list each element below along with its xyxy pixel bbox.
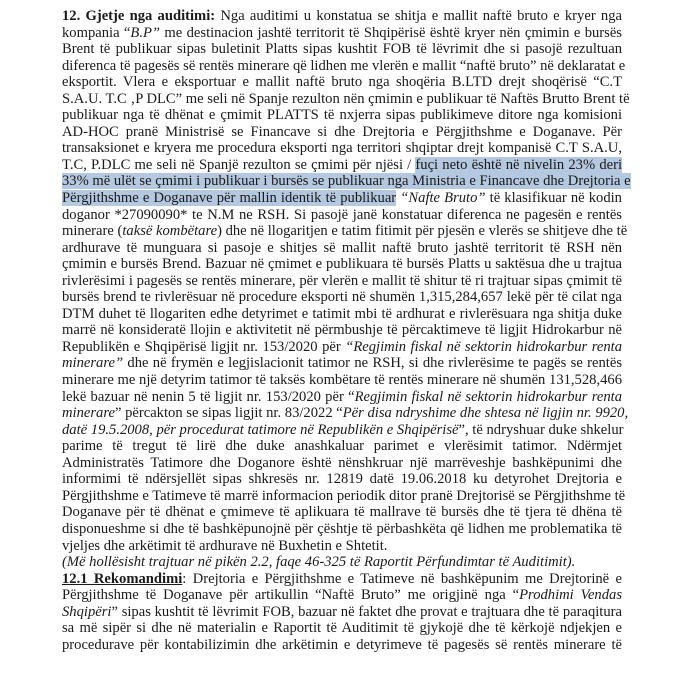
- text-segment: Shqipëri: [62, 603, 112, 620]
- text-segment: Përgjithshme e Tatimeve të marrë informacion periodik ditor pranë Drejtorisë se Përgjithshme të: [62, 487, 626, 504]
- text-line: [62, 587, 622, 604]
- text-segment: Për disa ndryshime dhe shtesa në ligjin nr. 9920,: [342, 405, 629, 422]
- text-line: [62, 8, 622, 25]
- text-line: [62, 140, 622, 157]
- text-segment: transaksionet e kryera me procedura eksporti nga territori shqiptar drejt kompanisë C.T S.A.U,: [62, 140, 622, 157]
- text-segment: S.A.U. T.C ‚P DLC” me seli në Spanje rezulton nën çmimin e publikuar të Naftës Brutto Brent të: [62, 90, 630, 107]
- text-segment: çmimin e bursës Brend. Bazuar në çmimet e publikuara të bursës Platts u saktësua dhe u trajtua: [62, 256, 622, 273]
- highlighted-text[interactable]: Përgjithshme e Doganave për mallin identik të publikuar: [62, 190, 397, 207]
- text-line: [62, 74, 622, 91]
- text-line: [62, 124, 622, 141]
- text-segment: minerare”: [62, 355, 124, 372]
- text-segment: datë 19.5.2008, për procedurat tatimore në Republikën e Shqipërisë: [62, 421, 459, 438]
- text-line: [62, 256, 622, 273]
- text-line: [62, 273, 622, 290]
- text-line: [62, 25, 622, 42]
- text-segment: minerare me një detyrim tatimor të taksës kombëtare të rentës minerare në shumën 131,528,466: [62, 372, 622, 389]
- text-segment: dhe në frymën e legjislacionit tatimor ne RSH, si dhe rivlerësime te pagës se rentës: [123, 355, 622, 372]
- text-segment: ” përcakton se sipas ligjit nr. 83/2022 “: [114, 405, 343, 422]
- text-segment: taksë kombëtare: [122, 223, 218, 240]
- text-line: [62, 322, 622, 339]
- text-segment: disponueshme si dhe të bashkëpunojnë për çështje të përbashkëta që lidhen me problematika të: [62, 520, 622, 537]
- finding-heading: 12. Gjetje nga auditimi:: [62, 8, 216, 24]
- text-segment: AD-HOC pranë Ministrisë se Financave si dhe Drejtoria e Përgjithshme e Doganave. Për: [62, 123, 622, 140]
- document-page: [62, 8, 631, 653]
- text-line: [62, 173, 631, 190]
- text-segment: eksportit. Vlera e eksportuar e mallit naftë bruto nga shoqëria B.LTD drejt shoqërisë “C.T: [62, 74, 622, 91]
- text-segment: Nga auditimi u konstatua se shitja e mallit naftë bruto e kryer nga: [215, 8, 622, 24]
- text-line: [62, 389, 622, 406]
- text-segment: ” sipas kushtit të lëvrimit FOB, bazuar në faktet dhe provat e trajtuara dhe të paraqitura: [111, 603, 622, 620]
- text-line: [62, 521, 622, 538]
- recommendation-heading: 12.1 Rekomandimi: [62, 570, 183, 587]
- text-segment: “Regjimin fiskal në sektorin hidrokarbur renta: [345, 338, 623, 355]
- text-segment: DTM duhet të llogariten edhe detyrimet e tatimit mbi të ardhurat e rivlerësuara nga shitja duke: [62, 305, 622, 322]
- text-line: [62, 571, 622, 588]
- text-line: [62, 471, 622, 488]
- text-segment: Republikën e Shqipërisë ligjit nr. 153/2020 për: [62, 338, 346, 355]
- text-line: [62, 620, 622, 637]
- text-line: [62, 637, 622, 654]
- text-line: [62, 157, 622, 174]
- text-line: [62, 405, 629, 422]
- text-segment: me destinacion jashtë territorit të Shqipërisë është kryer nën çmimin e bursës: [160, 24, 622, 41]
- text-segment: procedurave për kontabilizimin dhe arkëtimin e detyrimeve të pagesës së rentës minerare të: [62, 636, 622, 653]
- text-segment: rivlerësimi i pagesës se rentës minerare, për vlerën e mallit të shitur të ri trajtuar sipas çmimit të: [62, 272, 622, 289]
- text-line: [62, 604, 622, 621]
- text-segment: ”, të ndryshuar duke shkelur: [458, 421, 624, 438]
- text-line: [62, 90, 630, 108]
- text-segment: të klasifikuar në kodin: [485, 190, 622, 207]
- text-line: [62, 41, 622, 58]
- text-line: [62, 455, 622, 472]
- text-line: [62, 355, 622, 372]
- text-line: [62, 339, 622, 356]
- text-line: [62, 487, 626, 505]
- text-segment: minerare (: [62, 223, 123, 240]
- text-segment: publikuar nga të dhënat e çmimit PLATTS të nxjerra sipas publikimeve ditore nga komisioni: [62, 107, 622, 124]
- text-segment: bursës brend te rivlerësuar në procedure eksporti në shumën 1,315,284,657 lekë për të cilat nga: [62, 289, 622, 306]
- text-segment: Doganave për të dhënat e çmimeve të aplikuara të mallrave të bursës dhe të tjera të dhëna të: [62, 504, 622, 521]
- text-line: [62, 223, 628, 240]
- reference-paragraph: [62, 554, 622, 571]
- text-line: [62, 190, 622, 207]
- text-line: [62, 504, 622, 521]
- text-segment: minerare: [62, 405, 115, 422]
- text-line: [62, 240, 622, 257]
- text-segment: : Drejtoria e Përgjithshme e Tatimeve në bashkëpunim me Drejtorinë e: [182, 570, 622, 587]
- text-segment: ardhurave të munguara si pasoje e shitjes së mallit naftë bruto jashtë territorit të RSH nën: [62, 239, 622, 256]
- reference-note: (Më hollësisht trajtuar në pikën 2.2, faqe 46-325 të Raportit Përfundimtar të Auditimit).: [62, 554, 576, 571]
- text-segment: sa më sipër si dhe në materialin e Raportit të Auditimit të gjykojë dhe të kërkojë ndjekjen e: [62, 620, 622, 637]
- text-segment: Brent të publikuar sipas buletinit Platts sipas kushtit FOB të lëvrimit dhe si pasojë rezultuan: [62, 41, 622, 58]
- text-segment: diferenca të pagesës së rentës minerare që lidhen me vlerën e mallit “naftë bruto” në deklaratat e: [62, 57, 626, 74]
- text-line: [62, 438, 622, 455]
- text-line: [62, 57, 626, 75]
- text-line: [62, 207, 622, 224]
- text-segment: ) dhe në llogaritjen e tatim fitimit për pjesën e vlerës se shitjeve dhe të: [217, 223, 628, 240]
- text-line: [62, 306, 622, 323]
- text-segment: vjeljes dhe arkëtimit të ardhurave në Buxhetin e Shtetit.: [62, 537, 388, 554]
- text-segment: T.C, P.DLC me seli në Spanjë rezulton se çmimi për njësi /: [62, 156, 416, 173]
- text-segment: Përgjithshme të Doganave për artikullin “Naftë Bruto” me origjinë nga “: [62, 587, 520, 604]
- text-segment: marrë në konsideratë llojin e aktivitetit në përmbushje të përcaktimeve të ligjit Hidrokarbur në: [62, 322, 622, 339]
- recommendation-paragraph: [62, 571, 622, 654]
- text-line: [62, 107, 622, 124]
- highlighted-text[interactable]: fuçi neto është në nivelin 23% deri: [415, 156, 623, 173]
- text-segment: Prodhimi Vendas: [519, 587, 622, 604]
- text-segment: “Nafte Bruto”: [400, 190, 486, 207]
- text-line: [62, 372, 622, 389]
- text-line: [62, 289, 622, 306]
- finding-paragraph: [62, 8, 631, 554]
- text-segment: B.P”: [130, 24, 161, 41]
- text-segment: parime të tregut të lirë dhe duke anashkaluar parimet e vlerësimit tatimor. Ndërmjet: [62, 438, 622, 455]
- text-segment: lekë bazuar në nenin 5 të ligjit nr. 153/2020 për “: [62, 388, 355, 405]
- text-segment: Administratës Tatimore dhe Doganore është nënshkruar një marrëveshje bashkëpunimi dhe: [62, 454, 622, 471]
- text-line: [62, 538, 622, 555]
- text-segment: kompania “: [62, 24, 131, 41]
- highlighted-text[interactable]: 33% më ulët se çmimi i publikuar i bursës se publikuar nga Ministria e Financave dhe Drejtoria e: [62, 173, 631, 190]
- text-line: [62, 422, 622, 439]
- text-segment: Regjimin fiskal në sektorin hidrokarbur renta: [354, 388, 622, 405]
- text-segment: doganor *27090090* te N.M ne RSH. Si pasojë janë konstatuar diferenca ne pagesën e rentës: [62, 206, 622, 223]
- text-segment: informimi të ndërsjellët sipas shkresës nr. 12819 datë 19.06.2018 ku detyrohet Drejtoria e: [62, 471, 622, 488]
